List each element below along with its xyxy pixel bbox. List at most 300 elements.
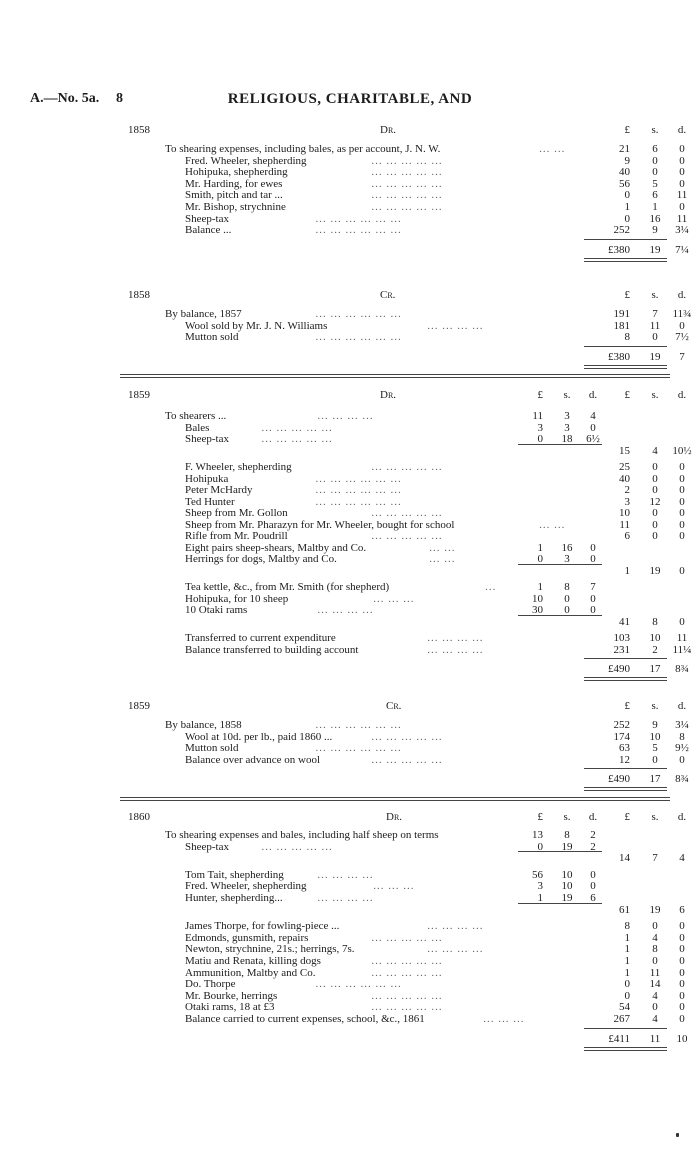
column-heads-pounds: £ — [624, 289, 630, 301]
row-amount-pence: 0 — [679, 955, 685, 967]
section-year: 1858 — [128, 124, 150, 136]
row-leader-dots: ... ... ... ... ... — [371, 154, 443, 167]
page-number: 8 — [116, 91, 123, 106]
row-amount-pounds: 63 — [619, 742, 630, 755]
row-description: Newton, strychnine, 21s.; herrings, 7s. — [185, 943, 355, 956]
row-leader-dots: ... ... ... ... ... ... — [315, 472, 402, 485]
row-amount-pounds: 14 — [619, 852, 630, 865]
row-amount-shillings: 0 — [652, 507, 658, 519]
row-amount-shillings: 7 — [652, 852, 658, 865]
row-amount-pence: 0 — [679, 1013, 685, 1025]
row-description: Balance over advance on wool — [185, 753, 320, 766]
row-amount-pence: 0 — [679, 507, 685, 519]
row-amount-pence: 3¼ — [675, 224, 689, 237]
row-amount-shillings: 0 — [652, 955, 658, 967]
row-amount-pence: 0 — [679, 530, 685, 542]
row-inner-amount-pounds: 13 — [532, 829, 543, 841]
row-amount-shillings: 0 — [652, 331, 658, 344]
row-leader-dots: ... ... ... ... ... ... — [315, 308, 402, 320]
row-amount-pounds: 54 — [619, 1001, 630, 1014]
row-amount-pounds: 252 — [613, 719, 630, 731]
row-inner-amount-pence: 6½ — [586, 433, 600, 445]
row-description: Balance transferred to building account — [185, 643, 359, 656]
section-separator — [120, 374, 670, 378]
inner-column-heads-pounds: £ — [537, 389, 543, 401]
total-rule-top — [584, 658, 667, 659]
column-heads-pence: d. — [677, 124, 687, 136]
row-leader-dots: ... ... ... ... — [427, 643, 484, 656]
column-heads-pounds: £ — [624, 389, 630, 401]
section-total-shillings: 19 — [649, 243, 661, 256]
row-amount-pounds: 15 — [619, 444, 630, 457]
section-total-pounds: £380 — [608, 350, 630, 363]
row-leader-dots: ... ... ... ... ... — [371, 1001, 443, 1014]
row-leader-dots: ... ... ... ... ... — [371, 507, 443, 519]
row-leader-dots: ... ... ... ... — [427, 632, 484, 644]
row-leader-dots: ... ... ... ... — [317, 868, 374, 881]
row-amount-pence: 0 — [679, 1001, 685, 1014]
row-amount-pence: 0 — [679, 518, 685, 531]
column-heads-pence: d. — [677, 289, 687, 301]
row-amount-pounds: 1 — [624, 564, 630, 577]
row-inner-amount-pounds: 56 — [532, 868, 543, 881]
row-amount-pounds: 61 — [619, 903, 630, 916]
row-leader-dots: ... ... ... ... ... ... — [315, 719, 402, 731]
row-leader-dots: ... ... ... ... — [317, 604, 374, 616]
row-amount-pounds: 41 — [619, 615, 630, 628]
row-amount-pence: 0 — [679, 319, 685, 332]
row-inner-amount-pence: 4 — [590, 410, 596, 422]
total-rule-bottom — [584, 787, 667, 791]
row-inner-amount-pence: 0 — [590, 421, 596, 434]
row-amount-pounds: 40 — [619, 166, 630, 179]
section-side-label: Dr. — [386, 811, 403, 823]
row-leader-dots: ... ... ... ... ... — [261, 433, 333, 445]
row-amount-pence: 11 — [676, 632, 688, 644]
column-heads-shillings: s. — [651, 389, 659, 401]
row-amount-shillings: 8 — [652, 615, 658, 628]
row-leader-dots: ... ... ... ... ... ... — [315, 224, 402, 237]
row-amount-pounds: 21 — [619, 143, 630, 155]
row-description: Tom Tait, shepherding — [185, 868, 284, 881]
row-amount-pence: 0 — [679, 166, 685, 179]
row-amount-pounds: 103 — [613, 632, 630, 644]
row-inner-amount-pounds: 0 — [537, 840, 543, 853]
row-leader-dots: ... ... ... ... ... ... — [315, 484, 402, 496]
section-total-shillings: 17 — [649, 663, 661, 675]
row-amount-pounds: 56 — [619, 177, 630, 190]
row-description: Do. Thorpe — [185, 978, 236, 991]
column-heads-pence: d. — [677, 700, 687, 712]
row-inner-amount-shillings: 0 — [564, 592, 570, 605]
row-amount-pounds: 1 — [624, 943, 630, 956]
row-description: Rifle from Mr. Poudrill — [185, 530, 288, 542]
total-rule-bottom — [584, 677, 667, 681]
row-description: Mutton sold — [185, 331, 239, 344]
row-leader-dots: ... ... — [539, 143, 566, 155]
row-amount-pounds: 6 — [624, 530, 630, 542]
row-description: F. Wheeler, shepherding — [185, 461, 292, 473]
row-amount-shillings: 0 — [652, 1001, 658, 1014]
row-amount-pence: 7½ — [675, 331, 689, 344]
row-amount-pounds: 0 — [624, 978, 630, 991]
row-leader-dots: ... ... ... ... ... ... — [315, 331, 402, 344]
total-rule-top — [584, 239, 667, 240]
row-amount-shillings: 0 — [652, 530, 658, 542]
row-description: James Thorpe, for fowling-piece ... — [185, 920, 340, 933]
column-heads-shillings: s. — [651, 700, 659, 712]
row-amount-pence: 10½ — [672, 444, 692, 457]
section-total-pence: 7 — [679, 350, 685, 363]
row-amount-pence: 6 — [679, 903, 685, 916]
row-inner-amount-pounds: 10 — [532, 592, 543, 605]
row-amount-pounds: 11 — [619, 518, 630, 531]
row-leader-dots: ... ... ... ... ... — [371, 201, 443, 213]
row-inner-amount-shillings: 19 — [561, 840, 573, 853]
inner-column-heads-pounds: £ — [537, 811, 543, 823]
row-amount-shillings: 1 — [652, 201, 658, 213]
total-rule-bottom — [584, 258, 667, 262]
section-total-pence: 8¾ — [675, 773, 689, 786]
column-heads-pounds: £ — [624, 811, 630, 823]
column-heads-pounds: £ — [624, 124, 630, 136]
row-description: Hohipuka — [185, 472, 229, 485]
row-amount-pounds: 231 — [613, 643, 630, 656]
row-amount-pence: 0 — [679, 931, 685, 944]
row-leader-dots: ... ... ... ... ... ... — [315, 495, 402, 508]
row-amount-pence: 0 — [679, 920, 685, 933]
row-amount-shillings: 10 — [649, 730, 661, 743]
row-amount-pence: 4 — [679, 852, 685, 865]
column-heads-shillings: s. — [651, 289, 659, 301]
row-leader-dots: ... ... ... ... ... — [371, 753, 443, 766]
row-inner-amount-pounds: 30 — [532, 604, 543, 616]
row-description: To shearing expenses and bales, including half sheep on terms — [165, 829, 439, 841]
row-leader-dots: ... ... ... — [483, 1013, 525, 1025]
row-inner-amount-pence: 2 — [590, 829, 596, 841]
column-heads-pence: d. — [677, 389, 687, 401]
row-description: Mr. Harding, for ewes — [185, 177, 283, 190]
row-amount-pounds: 9 — [624, 154, 630, 167]
row-inner-amount-pounds: 0 — [537, 433, 543, 445]
row-leader-dots: ... ... ... ... ... — [371, 931, 443, 944]
row-leader-dots: ... ... — [539, 518, 566, 531]
row-description: Sheep-tax — [185, 840, 229, 853]
row-inner-amount-pence: 0 — [590, 553, 596, 565]
row-description: Smith, pitch and tar ... — [185, 189, 283, 202]
row-leader-dots: ... ... ... ... — [317, 892, 374, 904]
row-amount-pounds: 1 — [624, 201, 630, 213]
row-description: Mutton sold — [185, 742, 239, 755]
row-amount-shillings: 6 — [652, 189, 658, 202]
row-description: Otaki rams, 18 at £3 — [185, 1001, 275, 1014]
section-total-shillings: 17 — [649, 773, 661, 786]
row-description: Eight pairs sheep-shears, Maltby and Co. — [185, 541, 367, 554]
document-reference: A.—No. 5a. — [30, 91, 100, 106]
row-amount-pence: 0 — [679, 177, 685, 190]
row-description: Bales — [185, 421, 210, 434]
row-amount-pounds: 174 — [613, 730, 630, 743]
row-amount-pounds: 8 — [624, 920, 630, 933]
row-amount-pence: 11¾ — [672, 308, 692, 320]
row-description: Hohipuka, shepherding — [185, 166, 288, 179]
row-inner-amount-shillings: 3 — [564, 410, 570, 422]
row-amount-pence: 0 — [679, 143, 685, 155]
row-amount-shillings: 4 — [652, 931, 658, 944]
row-amount-shillings: 0 — [652, 154, 658, 167]
row-amount-pence: 0 — [679, 943, 685, 956]
page-title: RELIGIOUS, CHARITABLE, AND — [227, 91, 473, 107]
total-rule-bottom — [584, 1047, 667, 1051]
row-description: Wool sold by Mr. J. N. Williams — [185, 319, 328, 332]
row-amount-pounds: 1 — [624, 955, 630, 967]
row-description: To shearing expenses, including bales, as per account, J. N. W. — [165, 143, 441, 155]
row-inner-amount-pence: 0 — [590, 541, 596, 554]
inner-column-heads-shillings: s. — [563, 811, 571, 823]
row-amount-pounds: 191 — [613, 308, 630, 320]
row-description: Fred. Wheeler, shepherding — [185, 880, 307, 893]
row-description: Hunter, shepherding... — [185, 892, 283, 904]
column-heads-pence: d. — [677, 811, 687, 823]
row-leader-dots: ... — [485, 581, 497, 593]
row-leader-dots: ... ... ... ... ... ... — [315, 212, 402, 225]
row-amount-shillings: 16 — [649, 212, 661, 225]
row-leader-dots: ... ... — [429, 553, 456, 565]
row-amount-shillings: 4 — [652, 989, 658, 1002]
row-amount-shillings: 6 — [652, 143, 658, 155]
row-leader-dots: ... ... ... ... ... — [261, 840, 333, 853]
row-amount-pence: 3¼ — [675, 719, 689, 731]
row-leader-dots: ... ... ... ... ... — [371, 166, 443, 179]
inner-column-heads-pence: d. — [588, 811, 598, 823]
row-amount-pence: 0 — [679, 472, 685, 485]
row-amount-pounds: 8 — [624, 331, 630, 344]
section-side-label: Dr. — [380, 389, 397, 401]
row-description: Peter McHardy — [185, 484, 253, 496]
row-description: Herrings for dogs, Maltby and Co. — [185, 553, 337, 565]
row-inner-amount-pence: 0 — [590, 592, 596, 605]
total-rule-top — [584, 1028, 667, 1029]
row-leader-dots: ... ... ... ... ... — [371, 966, 443, 979]
section-side-label: Dr. — [380, 124, 397, 136]
row-amount-pence: 0 — [679, 966, 685, 979]
row-amount-pence: 0 — [679, 484, 685, 496]
row-amount-pounds: 1 — [624, 966, 630, 979]
row-amount-shillings: 7 — [652, 308, 658, 320]
row-description: Ammunition, Maltby and Co. — [185, 966, 316, 979]
row-inner-amount-pence: 0 — [590, 868, 596, 881]
row-amount-shillings: 12 — [649, 495, 661, 508]
row-amount-shillings: 11 — [649, 966, 661, 979]
row-leader-dots: ... ... — [429, 541, 456, 554]
section-total-pence: 8¾ — [675, 663, 689, 675]
section-total-pounds: £490 — [608, 663, 630, 675]
row-description: Mr. Bishop, strychnine — [185, 201, 286, 213]
row-amount-shillings: 9 — [652, 224, 658, 237]
ink-mark — [676, 1133, 679, 1137]
row-amount-pounds: 25 — [619, 461, 630, 473]
section-total-pence: 10 — [676, 1032, 688, 1045]
row-leader-dots: ... ... ... ... ... — [371, 177, 443, 190]
row-inner-amount-shillings: 8 — [564, 581, 570, 593]
row-amount-pounds: 40 — [619, 472, 630, 485]
row-description: Balance ... — [185, 224, 232, 237]
row-amount-shillings: 9 — [652, 719, 658, 731]
row-amount-pounds: 267 — [613, 1013, 630, 1025]
section-year: 1858 — [128, 289, 150, 301]
row-amount-shillings: 19 — [649, 903, 661, 916]
row-amount-shillings: 0 — [652, 472, 658, 485]
row-description: Sheep-tax — [185, 212, 229, 225]
section-side-label: Cr. — [380, 289, 396, 301]
row-inner-amount-shillings: 10 — [561, 880, 573, 893]
row-amount-pence: 11¼ — [672, 643, 692, 656]
row-leader-dots: ... ... ... ... ... — [371, 530, 443, 542]
row-amount-shillings: 0 — [652, 518, 658, 531]
row-amount-pounds: 2 — [624, 484, 630, 496]
section-year: 1860 — [128, 811, 150, 823]
row-description: Ted Hunter — [185, 495, 235, 508]
row-inner-amount-pounds: 1 — [537, 892, 543, 904]
total-rule-top — [584, 768, 667, 769]
row-description: Tea kettle, &c., from Mr. Smith (for shepherd) — [185, 581, 390, 593]
row-inner-amount-shillings: 18 — [561, 433, 573, 445]
row-amount-shillings: 0 — [652, 484, 658, 496]
section-year: 1859 — [128, 700, 150, 712]
row-description: To shearers ... — [165, 410, 227, 422]
row-leader-dots: ... ... ... — [373, 592, 415, 605]
row-inner-amount-shillings: 8 — [564, 829, 570, 841]
row-amount-shillings: 4 — [652, 444, 658, 457]
row-amount-shillings: 5 — [652, 177, 658, 190]
row-amount-shillings: 2 — [652, 643, 658, 656]
row-inner-amount-pence: 0 — [590, 604, 596, 616]
row-amount-pence: 0 — [679, 201, 685, 213]
row-leader-dots: ... ... ... ... ... ... — [315, 742, 402, 755]
row-inner-amount-shillings: 0 — [564, 604, 570, 616]
row-amount-shillings: 0 — [652, 461, 658, 473]
row-amount-pence: 11 — [676, 189, 688, 202]
row-amount-pounds: 1 — [624, 931, 630, 944]
row-amount-pence: 9½ — [675, 742, 689, 755]
row-leader-dots: ... ... ... ... — [427, 319, 484, 332]
row-inner-amount-pounds: 3 — [537, 880, 543, 893]
row-leader-dots: ... ... ... ... — [427, 920, 484, 933]
row-description: Edmonds, gunsmith, repairs — [185, 931, 309, 944]
row-amount-pence: 0 — [679, 564, 685, 577]
section-total-pence: 7¼ — [675, 243, 689, 256]
row-description: Transferred to current expenditure — [185, 632, 336, 644]
row-amount-shillings: 0 — [652, 920, 658, 933]
row-amount-pounds: 12 — [619, 753, 630, 766]
subtotal-rule — [518, 851, 602, 852]
column-heads-shillings: s. — [651, 124, 659, 136]
row-amount-pence: 0 — [679, 989, 685, 1002]
row-inner-amount-pence: 2 — [590, 840, 596, 853]
row-description: Fred. Wheeler, shepherding — [185, 154, 307, 167]
row-leader-dots: ... ... ... ... ... — [371, 461, 443, 473]
row-inner-amount-shillings: 3 — [564, 421, 570, 434]
row-description: Balance carried to current expenses, school, &c., 1861 — [185, 1013, 425, 1025]
row-amount-pounds: 0 — [624, 989, 630, 1002]
row-amount-pence: 0 — [679, 753, 685, 766]
total-rule-bottom — [584, 365, 667, 369]
row-amount-pence: 0 — [679, 978, 685, 991]
row-amount-shillings: 10 — [649, 632, 661, 644]
row-leader-dots: ... ... ... ... ... ... — [315, 978, 402, 991]
row-leader-dots: ... ... ... ... — [317, 410, 374, 422]
row-amount-shillings: 14 — [649, 978, 661, 991]
inner-column-heads-pence: d. — [588, 389, 598, 401]
row-description: By balance, 1858 — [165, 719, 242, 731]
row-leader-dots: ... ... ... ... ... — [371, 989, 443, 1002]
row-leader-dots: ... ... ... ... ... — [371, 955, 443, 967]
row-description: 10 Otaki rams — [185, 604, 248, 616]
row-inner-amount-pence: 6 — [590, 892, 596, 904]
row-amount-pounds: 10 — [619, 507, 630, 519]
row-amount-shillings: 0 — [652, 753, 658, 766]
row-inner-amount-pence: 7 — [590, 581, 596, 593]
row-amount-pence: 0 — [679, 495, 685, 508]
row-amount-shillings: 8 — [652, 943, 658, 956]
column-heads-pounds: £ — [624, 700, 630, 712]
row-description: By balance, 1857 — [165, 308, 242, 320]
subtotal-rule — [518, 903, 602, 904]
row-description: Wool at 10d. per lb., paid 1860 ... — [185, 730, 333, 743]
row-inner-amount-pounds: 1 — [537, 581, 543, 593]
inner-column-heads-shillings: s. — [563, 389, 571, 401]
row-description: Sheep-tax — [185, 433, 229, 445]
row-inner-amount-pounds: 0 — [537, 553, 543, 565]
total-rule-top — [584, 346, 667, 347]
row-amount-pounds: 0 — [624, 212, 630, 225]
row-amount-pence: 11 — [676, 212, 688, 225]
row-description: Sheep from Mr. Gollon — [185, 507, 288, 519]
row-leader-dots: ... ... ... ... ... — [261, 421, 333, 434]
section-year: 1859 — [128, 389, 150, 401]
row-amount-pounds: 252 — [613, 224, 630, 237]
row-leader-dots: ... ... ... ... — [427, 943, 484, 956]
section-total-pounds: £380 — [608, 243, 630, 256]
row-inner-amount-shillings: 19 — [561, 892, 573, 904]
row-amount-pence: 8 — [679, 730, 685, 743]
subtotal-rule — [518, 444, 602, 445]
row-amount-pence: 0 — [679, 615, 685, 628]
section-total-shillings: 19 — [649, 350, 661, 363]
row-amount-shillings: 4 — [652, 1013, 658, 1025]
section-side-label: Cr. — [386, 700, 402, 712]
row-amount-pence: 0 — [679, 154, 685, 167]
row-inner-amount-shillings: 16 — [561, 541, 573, 554]
subtotal-rule — [518, 615, 602, 616]
row-amount-pounds: 181 — [613, 319, 630, 332]
row-inner-amount-pounds: 1 — [537, 541, 543, 554]
row-amount-shillings: 0 — [652, 166, 658, 179]
row-inner-amount-pounds: 3 — [537, 421, 543, 434]
row-amount-pence: 0 — [679, 461, 685, 473]
row-description: Mr. Bourke, herrings — [185, 989, 278, 1002]
row-amount-shillings: 11 — [649, 319, 661, 332]
row-inner-amount-shillings: 10 — [561, 868, 573, 881]
row-inner-amount-pence: 0 — [590, 880, 596, 893]
section-total-pounds: £411 — [608, 1032, 630, 1045]
row-leader-dots: ... ... ... — [373, 880, 415, 893]
row-inner-amount-shillings: 3 — [564, 553, 570, 565]
row-amount-shillings: 19 — [649, 564, 661, 577]
column-heads-shillings: s. — [651, 811, 659, 823]
subtotal-rule — [518, 564, 602, 565]
row-leader-dots: ... ... ... ... ... — [371, 730, 443, 743]
